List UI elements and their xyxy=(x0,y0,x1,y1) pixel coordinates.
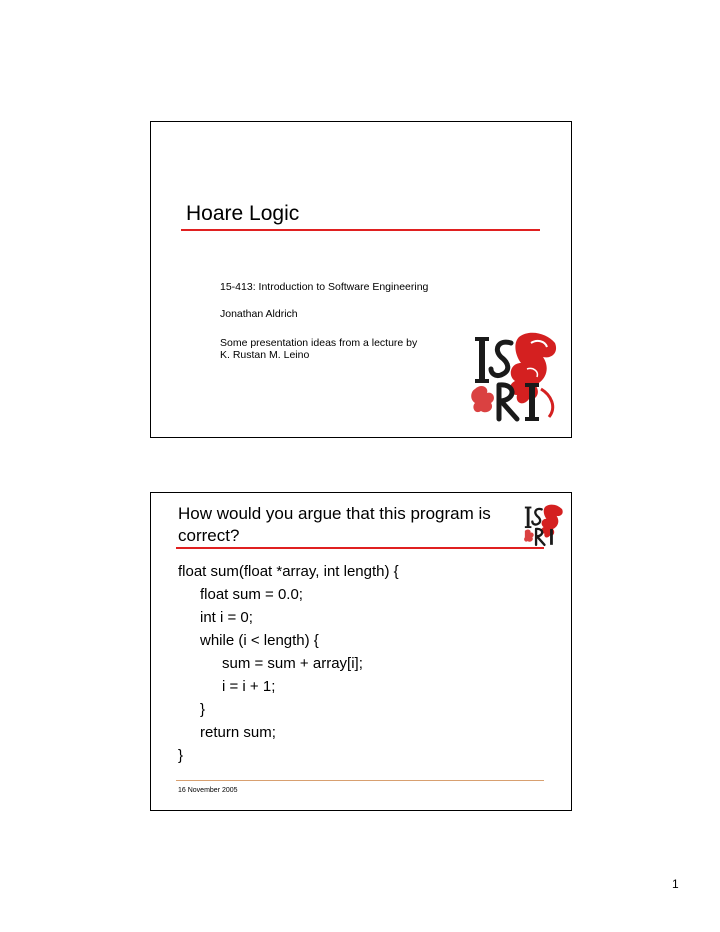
course-name: 15-413: Introduction to Software Engineering xyxy=(220,281,429,293)
credit-line-2: K. Rustan M. Leino xyxy=(220,349,310,361)
slide-title-hoare-logic xyxy=(150,121,572,438)
title-underline xyxy=(176,547,544,549)
code-line: while (i < length) { xyxy=(200,632,319,649)
code-line: float sum = 0.0; xyxy=(200,586,303,603)
isri-logo-small-icon xyxy=(523,501,565,549)
code-line: i = i + 1; xyxy=(222,678,276,695)
isri-logo-icon xyxy=(471,329,561,424)
code-line: } xyxy=(200,701,206,718)
author-name: Jonathan Aldrich xyxy=(220,308,298,320)
slide-title: How would you argue that this program is correct? xyxy=(178,504,491,545)
code-line: sum = sum + array[i]; xyxy=(222,655,363,672)
code-line: return sum; xyxy=(200,724,276,741)
footer-divider xyxy=(176,780,544,781)
slide-title: Hoare Logic xyxy=(186,202,300,225)
code-line: int i = 0; xyxy=(200,609,253,626)
title-underline xyxy=(181,229,540,231)
credit-line-1: Some presentation ideas from a lecture by xyxy=(220,337,418,349)
slide-date: 16 November 2005 xyxy=(178,787,238,794)
page-number: 1 xyxy=(672,877,679,891)
code-line: } xyxy=(178,747,184,764)
code-line: float sum(float *array, int length) { xyxy=(178,563,399,580)
slide-program-correctness xyxy=(150,492,572,811)
